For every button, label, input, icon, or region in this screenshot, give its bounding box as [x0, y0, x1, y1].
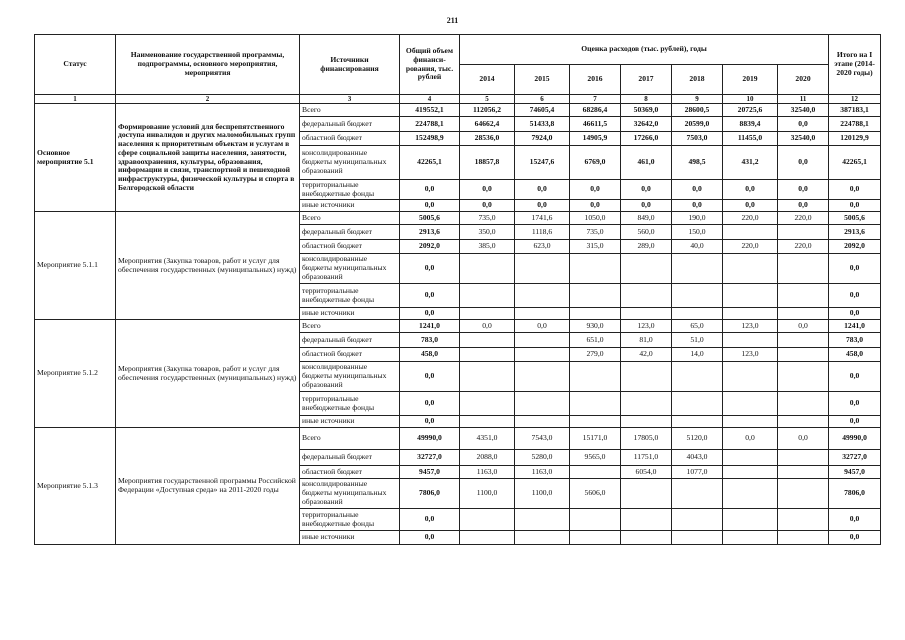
status-cell: Мероприятие 5.1.3 [35, 428, 116, 545]
total-cell: 2913,6 [400, 225, 460, 240]
year-value-cell: 930,0 [570, 320, 621, 333]
year-value-cell: 18857,8 [460, 146, 515, 180]
total-cell: 419552,1 [400, 104, 460, 117]
year-value-cell: 7543,0 [515, 428, 570, 450]
year-value-cell: 42,0 [621, 348, 672, 362]
itogo-cell: 387183,1 [829, 104, 881, 117]
year-value-cell: 0,0 [570, 180, 621, 200]
year-value-cell: 498,5 [672, 146, 723, 180]
itogo-cell: 1241,0 [829, 320, 881, 333]
year-value-cell: 0,0 [778, 200, 829, 212]
year-value-cell [672, 284, 723, 308]
year-value-cell [621, 284, 672, 308]
total-cell: 458,0 [400, 348, 460, 362]
year-value-cell [672, 479, 723, 509]
itogo-cell: 2092,0 [829, 240, 881, 254]
col-status: Статус [35, 35, 116, 95]
year-value-cell: 1741,6 [515, 212, 570, 225]
year-value-cell [778, 308, 829, 320]
itogo-cell: 783,0 [829, 333, 881, 348]
year-value-cell: 623,0 [515, 240, 570, 254]
year-value-cell: 0,0 [723, 200, 778, 212]
year-value-cell: 1100,0 [515, 479, 570, 509]
year-value-cell [778, 333, 829, 348]
col-year: 2016 [570, 65, 621, 95]
year-value-cell [460, 333, 515, 348]
total-cell: 152498,9 [400, 132, 460, 146]
col-year: 2020 [778, 65, 829, 95]
itogo-cell: 0,0 [829, 509, 881, 531]
year-value-cell: 1100,0 [460, 479, 515, 509]
year-value-cell [515, 348, 570, 362]
year-value-cell: 51,0 [672, 333, 723, 348]
itogo-cell: 9457,0 [829, 466, 881, 479]
col-year: 2019 [723, 65, 778, 95]
itogo-cell: 0,0 [829, 392, 881, 416]
year-value-cell: 123,0 [621, 320, 672, 333]
year-value-cell [723, 509, 778, 531]
source-cell: консолидированные бюджеты муниципальных образований [300, 362, 400, 392]
year-value-cell [723, 450, 778, 466]
year-value-cell: 65,0 [672, 320, 723, 333]
itogo-cell: 0,0 [829, 531, 881, 545]
year-value-cell: 6769,0 [570, 146, 621, 180]
year-value-cell: 0,0 [460, 320, 515, 333]
source-cell: федеральный бюджет [300, 450, 400, 466]
year-value-cell: 1163,0 [515, 466, 570, 479]
source-cell: областной бюджет [300, 240, 400, 254]
year-value-cell: 74605,4 [515, 104, 570, 117]
year-value-cell: 32642,0 [621, 117, 672, 132]
table-row [35, 320, 881, 333]
year-value-cell [460, 531, 515, 545]
year-value-cell: 32540,0 [778, 104, 829, 117]
total-cell: 1241,0 [400, 320, 460, 333]
source-cell: Всего [300, 212, 400, 225]
year-value-cell [778, 392, 829, 416]
year-value-cell: 1077,0 [672, 466, 723, 479]
year-value-cell: 461,0 [621, 146, 672, 180]
year-value-cell: 17805,0 [621, 428, 672, 450]
year-value-cell: 15171,0 [570, 428, 621, 450]
source-cell: иные источники [300, 531, 400, 545]
year-value-cell [723, 531, 778, 545]
year-value-cell [723, 333, 778, 348]
index-cell: 4 [400, 95, 460, 104]
itogo-cell: 7806,0 [829, 479, 881, 509]
table-row [35, 212, 881, 225]
itogo-cell: 224788,1 [829, 117, 881, 132]
year-value-cell: 28600,5 [672, 104, 723, 117]
source-cell: областной бюджет [300, 132, 400, 146]
year-value-cell: 0,0 [515, 320, 570, 333]
total-cell: 0,0 [400, 416, 460, 428]
total-cell: 0,0 [400, 531, 460, 545]
year-value-cell: 15247,6 [515, 146, 570, 180]
col-itogo: Итого на I этапе (2014-2020 годы) [829, 35, 881, 95]
year-value-cell: 0,0 [515, 200, 570, 212]
year-value-cell [672, 308, 723, 320]
year-value-cell: 220,0 [778, 212, 829, 225]
source-cell: иные источники [300, 416, 400, 428]
year-value-cell: 0,0 [778, 117, 829, 132]
source-cell: федеральный бюджет [300, 225, 400, 240]
year-value-cell [515, 362, 570, 392]
year-value-cell: 40,0 [672, 240, 723, 254]
year-value-cell: 1050,0 [570, 212, 621, 225]
source-cell: консолидированные бюджеты муниципальных образований [300, 479, 400, 509]
itogo-cell: 49990,0 [829, 428, 881, 450]
year-value-cell: 1163,0 [460, 466, 515, 479]
source-cell: Всего [300, 104, 400, 117]
year-value-cell [723, 284, 778, 308]
source-cell: Всего [300, 428, 400, 450]
total-cell: 224788,1 [400, 117, 460, 132]
itogo-cell: 0,0 [829, 308, 881, 320]
year-value-cell: 4351,0 [460, 428, 515, 450]
index-cell: 7 [570, 95, 621, 104]
total-cell: 32727,0 [400, 450, 460, 466]
year-value-cell [621, 308, 672, 320]
year-value-cell: 11455,0 [723, 132, 778, 146]
index-cell: 1 [35, 95, 116, 104]
total-cell: 7806,0 [400, 479, 460, 509]
year-value-cell: 5120,0 [672, 428, 723, 450]
year-value-cell [570, 254, 621, 284]
year-value-cell [515, 392, 570, 416]
year-value-cell: 17266,0 [621, 132, 672, 146]
year-value-cell: 9565,0 [570, 450, 621, 466]
itogo-cell: 458,0 [829, 348, 881, 362]
index-row [35, 95, 881, 104]
total-cell: 42265,1 [400, 146, 460, 180]
source-cell: территориальные внебюджетные фонды [300, 392, 400, 416]
year-value-cell [460, 416, 515, 428]
itogo-cell: 0,0 [829, 284, 881, 308]
year-value-cell [621, 531, 672, 545]
year-value-cell [672, 416, 723, 428]
year-value-cell [723, 254, 778, 284]
year-value-cell: 0,0 [778, 428, 829, 450]
index-cell: 6 [515, 95, 570, 104]
year-value-cell: 123,0 [723, 320, 778, 333]
year-value-cell [460, 254, 515, 284]
year-value-cell [621, 254, 672, 284]
year-value-cell [672, 392, 723, 416]
year-value-cell: 123,0 [723, 348, 778, 362]
itogo-cell: 0,0 [829, 254, 881, 284]
col-year: 2017 [621, 65, 672, 95]
source-cell: консолидированные бюджеты муниципальных образований [300, 254, 400, 284]
year-value-cell: 220,0 [723, 212, 778, 225]
year-value-cell: 6054,0 [621, 466, 672, 479]
year-value-cell [460, 308, 515, 320]
year-value-cell [515, 531, 570, 545]
total-cell: 0,0 [400, 509, 460, 531]
year-value-cell: 64662,4 [460, 117, 515, 132]
year-value-cell [778, 531, 829, 545]
source-cell: иные источники [300, 308, 400, 320]
index-cell: 11 [778, 95, 829, 104]
year-value-cell: 8839,4 [723, 117, 778, 132]
year-value-cell: 51433,8 [515, 117, 570, 132]
year-value-cell: 7503,0 [672, 132, 723, 146]
year-value-cell [621, 479, 672, 509]
itogo-cell: 0,0 [829, 362, 881, 392]
year-value-cell [570, 531, 621, 545]
year-value-cell: 0,0 [460, 180, 515, 200]
year-value-cell: 7924,0 [515, 132, 570, 146]
year-value-cell [570, 509, 621, 531]
itogo-cell: 0,0 [829, 200, 881, 212]
year-value-cell: 11751,0 [621, 450, 672, 466]
year-value-cell: 190,0 [672, 212, 723, 225]
index-cell: 9 [672, 95, 723, 104]
year-value-cell [460, 392, 515, 416]
year-value-cell: 0,0 [515, 180, 570, 200]
index-cell: 10 [723, 95, 778, 104]
measure-name-cell: Мероприятия (Закупка товаров, работ и услуг для обеспечения государственных (муниципальных) нужд) [116, 212, 300, 320]
source-cell: областной бюджет [300, 348, 400, 362]
year-value-cell: 651,0 [570, 333, 621, 348]
year-value-cell: 0,0 [460, 200, 515, 212]
year-value-cell [621, 392, 672, 416]
itogo-cell: 0,0 [829, 416, 881, 428]
year-value-cell: 4043,0 [672, 450, 723, 466]
index-cell: 5 [460, 95, 515, 104]
year-value-cell: 0,0 [621, 200, 672, 212]
year-value-cell: 0,0 [723, 180, 778, 200]
year-value-cell: 0,0 [778, 146, 829, 180]
total-cell: 0,0 [400, 284, 460, 308]
year-value-cell [515, 254, 570, 284]
source-cell: федеральный бюджет [300, 333, 400, 348]
itogo-cell: 0,0 [829, 180, 881, 200]
year-value-cell: 350,0 [460, 225, 515, 240]
year-value-cell [672, 509, 723, 531]
year-value-cell: 0,0 [672, 180, 723, 200]
year-value-cell: 220,0 [778, 240, 829, 254]
itogo-cell: 120129,9 [829, 132, 881, 146]
year-value-cell [723, 362, 778, 392]
total-cell: 0,0 [400, 254, 460, 284]
year-value-cell [515, 416, 570, 428]
year-value-cell: 5280,0 [515, 450, 570, 466]
year-value-cell: 0,0 [570, 200, 621, 212]
year-value-cell [460, 362, 515, 392]
year-value-cell [723, 416, 778, 428]
year-value-cell [672, 531, 723, 545]
itogo-cell: 2913,6 [829, 225, 881, 240]
year-value-cell [672, 254, 723, 284]
year-value-cell [570, 416, 621, 428]
measure-name-cell: Формирование условий для беспрепятственного доступа инвалидов и других маломобильных групп населения к приоритетным объектам и услугам в сфере социальной защиты населения, занятости, здравоохранения, культуры, образования, информации и связи, транспортной и пешеходной инфраструктуры, физической культуры и спорта в Белгородской области [116, 104, 300, 212]
measure-name-cell: Мероприятия государственной программы Российской Федерации «Доступная среда» на 2011-2020 годы [116, 428, 300, 545]
index-cell: 12 [829, 95, 881, 104]
year-value-cell: 28536,0 [460, 132, 515, 146]
year-value-cell: 50369,0 [621, 104, 672, 117]
col-estimate: Оценка расходов (тыс. рублей), годы [460, 35, 829, 65]
source-cell: территориальные внебюджетные фонды [300, 284, 400, 308]
year-value-cell [515, 509, 570, 531]
year-value-cell [570, 308, 621, 320]
year-value-cell [778, 225, 829, 240]
source-cell: Всего [300, 320, 400, 333]
total-cell: 0,0 [400, 362, 460, 392]
year-value-cell: 81,0 [621, 333, 672, 348]
year-value-cell [460, 509, 515, 531]
year-value-cell: 5606,0 [570, 479, 621, 509]
table-row [35, 104, 881, 117]
year-value-cell [570, 362, 621, 392]
year-value-cell: 560,0 [621, 225, 672, 240]
year-value-cell [778, 362, 829, 392]
measure-name-cell: Мероприятия (Закупка товаров, работ и услуг для обеспечения государственных (муниципальных) нужд) [116, 320, 300, 428]
source-cell: территориальные внебюджетные фонды [300, 509, 400, 531]
year-value-cell: 735,0 [460, 212, 515, 225]
total-cell: 49990,0 [400, 428, 460, 450]
source-cell: областной бюджет [300, 466, 400, 479]
year-value-cell [723, 308, 778, 320]
index-cell: 2 [116, 95, 300, 104]
source-cell: иные источники [300, 200, 400, 212]
year-value-cell: 1118,6 [515, 225, 570, 240]
year-value-cell: 0,0 [723, 428, 778, 450]
year-value-cell [515, 333, 570, 348]
year-value-cell [515, 308, 570, 320]
year-value-cell: 14905,9 [570, 132, 621, 146]
year-value-cell: 112056,2 [460, 104, 515, 117]
year-value-cell [723, 392, 778, 416]
year-value-cell [778, 466, 829, 479]
year-value-cell [621, 509, 672, 531]
total-cell: 0,0 [400, 308, 460, 320]
year-value-cell [778, 479, 829, 509]
year-value-cell: 220,0 [723, 240, 778, 254]
year-value-cell [460, 284, 515, 308]
year-value-cell: 385,0 [460, 240, 515, 254]
year-value-cell [778, 509, 829, 531]
budget-table [34, 34, 881, 545]
year-value-cell [778, 416, 829, 428]
index-cell: 8 [621, 95, 672, 104]
status-cell: Основное мероприятие 5.1 [35, 104, 116, 212]
year-value-cell: 315,0 [570, 240, 621, 254]
table-row [35, 428, 881, 450]
col-total: Общий объем финанси-рования, тыс. рублей [400, 35, 460, 95]
year-value-cell [778, 254, 829, 284]
year-value-cell: 0,0 [672, 200, 723, 212]
total-cell: 0,0 [400, 180, 460, 200]
year-value-cell: 849,0 [621, 212, 672, 225]
year-value-cell: 32540,0 [778, 132, 829, 146]
year-value-cell [723, 225, 778, 240]
itogo-cell: 42265,1 [829, 146, 881, 180]
year-value-cell: 289,0 [621, 240, 672, 254]
year-value-cell: 735,0 [570, 225, 621, 240]
page-number: 211 [446, 16, 459, 25]
source-cell: территориальные внебюджетные фонды [300, 180, 400, 200]
col-year: 2015 [515, 65, 570, 95]
col-year: 2014 [460, 65, 515, 95]
year-value-cell [778, 348, 829, 362]
year-value-cell: 20599,0 [672, 117, 723, 132]
year-value-cell [672, 362, 723, 392]
year-value-cell [460, 348, 515, 362]
itogo-cell: 32727,0 [829, 450, 881, 466]
col-year: 2018 [672, 65, 723, 95]
year-value-cell [723, 466, 778, 479]
year-value-cell: 14,0 [672, 348, 723, 362]
year-value-cell: 68286,4 [570, 104, 621, 117]
year-value-cell [570, 392, 621, 416]
year-value-cell: 20725,6 [723, 104, 778, 117]
year-value-cell [778, 284, 829, 308]
total-cell: 0,0 [400, 200, 460, 212]
year-value-cell [723, 479, 778, 509]
year-value-cell: 431,2 [723, 146, 778, 180]
col-name: Наименование государственной программы, подпрограммы, основного мероприятия, мероприятия [116, 35, 300, 95]
year-value-cell: 2088,0 [460, 450, 515, 466]
year-value-cell: 0,0 [778, 320, 829, 333]
year-value-cell [621, 362, 672, 392]
year-value-cell [570, 284, 621, 308]
status-cell: Мероприятие 5.1.1 [35, 212, 116, 320]
year-value-cell [570, 466, 621, 479]
year-value-cell: 46611,5 [570, 117, 621, 132]
status-cell: Мероприятие 5.1.2 [35, 320, 116, 428]
total-cell: 5005,6 [400, 212, 460, 225]
col-source: Источники финансирования [300, 35, 400, 95]
year-value-cell [621, 416, 672, 428]
itogo-cell: 5005,6 [829, 212, 881, 225]
index-cell: 3 [300, 95, 400, 104]
year-value-cell: 0,0 [621, 180, 672, 200]
source-cell: федеральный бюджет [300, 117, 400, 132]
year-value-cell [515, 284, 570, 308]
year-value-cell: 150,0 [672, 225, 723, 240]
total-cell: 9457,0 [400, 466, 460, 479]
total-cell: 0,0 [400, 392, 460, 416]
total-cell: 2092,0 [400, 240, 460, 254]
year-value-cell: 0,0 [778, 180, 829, 200]
year-value-cell: 279,0 [570, 348, 621, 362]
year-value-cell [778, 450, 829, 466]
source-cell: консолидированные бюджеты муниципальных образований [300, 146, 400, 180]
total-cell: 783,0 [400, 333, 460, 348]
